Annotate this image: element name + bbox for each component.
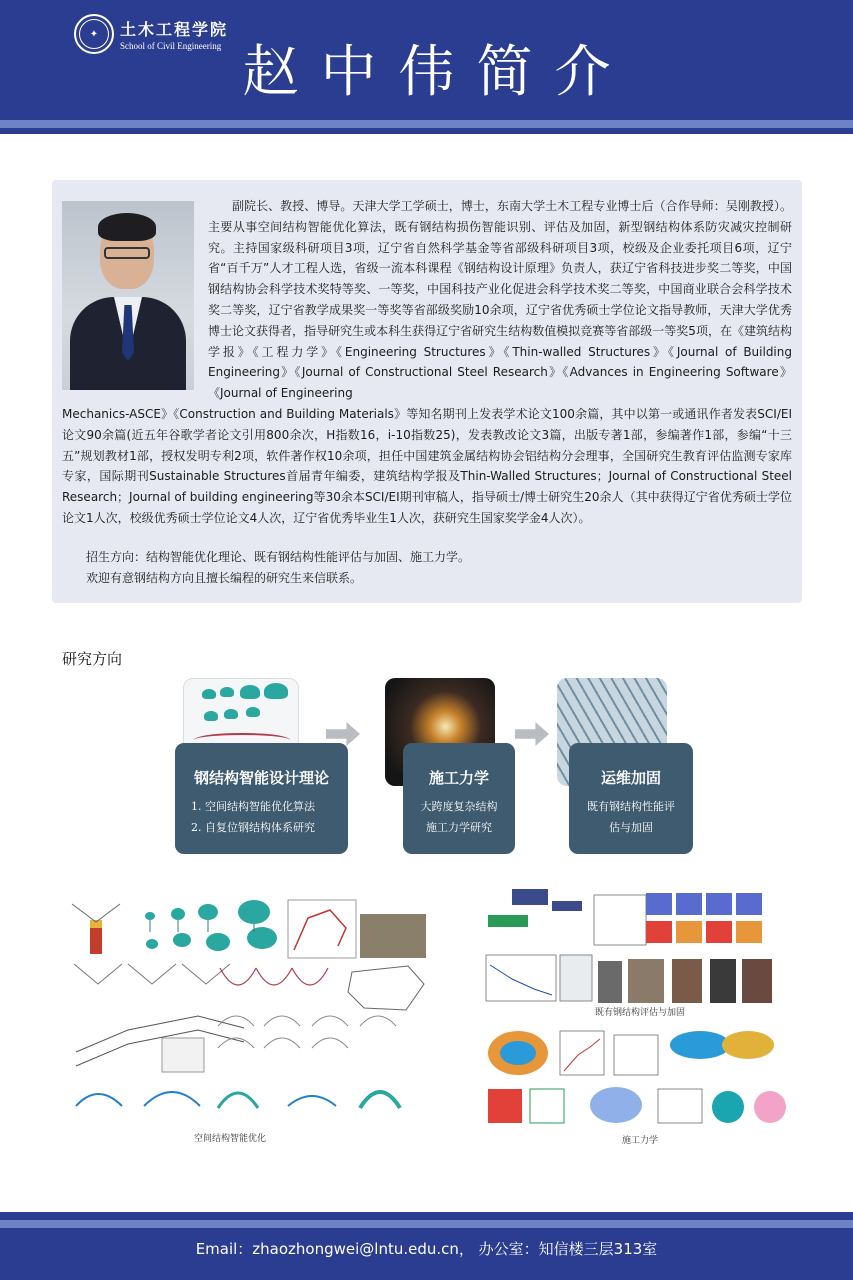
card-line: 1. 空间结构智能优化算法 <box>191 800 315 813</box>
card-title: 钢结构智能设计理论 <box>193 769 329 787</box>
card-line: 大跨度复杂结构 <box>420 800 498 813</box>
card-maintenance <box>569 743 693 854</box>
welcome-note: 欢迎有意钢结构方向且擅长编程的研究生来信联系。 <box>86 571 363 585</box>
school-name-en: School of Civil Engineering <box>120 41 222 51</box>
contact-info: Email：zhaozhongwei@lntu.edu.cn， 办公室：知信楼三层313室 <box>195 1240 658 1258</box>
card-line: 2. 自复位钢结构体系研究 <box>191 821 315 834</box>
figure-caption-left: 空间结构智能优化 <box>193 1134 266 1144</box>
bio-paragraph-main: 副院长、教授、博导。天津大学工学硕士，博士，东南大学土木工程专业博士后（合作导师：吴刚教授）。主要从事空间结构智能优化算法，既有钢结构损伤智能识别、评估及加固，新型钢结构体系防灾减灾控制研究。主持国家级科研项目3项，辽宁省自然科学基金等省部级科研项目3项，校级及企业委托项目6项，辽宁省“百千万”人才工程人选，省级一流本科课程《钢结构设计原理》负责人，获辽宁省科技进步奖二等奖，中国钢结构协会科学技术奖特等奖、一等奖，中国科技产业化促进会科学技术奖二等奖，中国商业联合会科学技术奖二等奖，辽宁省教学成果奖一等奖等省部级奖励10余项，辽宁省优秀硕士学位论文指导教师，天津大学优秀博士论文获得者，指导研究生或本科生获得辽宁省研究生结构数值模拟竞赛等省部级一等奖5项，在《建筑结构学报》《工程力学》《Engineering Structures》《Thin-walled Structures》《Journal of Building Engineering》《Journal of Constructional Steel Research》《Advances in Engineering Software》《Journal of Engineering <box>208 199 792 401</box>
figure-caption-right-top: 既有钢结构评估与加固 <box>594 1008 685 1018</box>
header-stripe-light <box>0 120 853 128</box>
recruit-direction: 招生方向：结构智能优化理论、既有钢结构性能评估与加固、施工力学。 <box>86 550 471 564</box>
card-design-theory <box>175 743 348 854</box>
footer-stripe-dark <box>0 1212 853 1220</box>
figure-caption-right-bottom: 施工力学 <box>621 1136 658 1146</box>
school-seal-icon: ✦ <box>74 14 114 54</box>
card-title: 运维加固 <box>600 769 661 787</box>
card-line: 既有钢结构性能评 <box>587 800 675 813</box>
card-line: 估与加固 <box>609 821 653 834</box>
flow-arrow-icon <box>515 722 549 746</box>
card-title: 施工力学 <box>428 769 489 787</box>
card-construction-mechanics <box>403 743 515 854</box>
bio-paragraph-continued: Mechanics-ASCE》《Construction and Building Materials》等知名期刊上发表学术论文100余篇，其中以第一或通讯作者发表SCI/EI论文90余篇(近五年谷歌学者论文引用800余次，H指数16，i-10指数25)，发表教改论文3篇，出版专著1部，参编著作1部，参编“十三五”规划教材1部，授权发明专利2项，软件著作权10余项，担任中国建筑金属结构协会铝结构分会理事，全国研究生教育评估监测专家库专家，国际期刊Sustainable Structures首届青年编委，建筑结构学报及Thin-Walled Structures；Journal of Constructional Steel Research；Journal of building engineering等30余本SCI/EI期刊审稿人，指导硕士/博士研究生20余人（其中获得辽宁省优秀硕士学位论文1人次，校级优秀硕士学位论文4人次，辽宁省优秀毕业生1人次，获研究生国家奖学金4人次）。 <box>62 407 792 525</box>
header-stripe-dark <box>0 128 853 134</box>
research-heading: 研究方向 <box>62 650 123 668</box>
school-name-cn: 土木工程学院 <box>120 20 229 39</box>
optimization-figure <box>68 898 440 1126</box>
card-line: 施工力学研究 <box>426 821 492 834</box>
footer-stripe-light <box>0 1220 853 1228</box>
page-title: 赵中伟简介 <box>242 40 633 105</box>
profile-photo <box>62 201 194 390</box>
